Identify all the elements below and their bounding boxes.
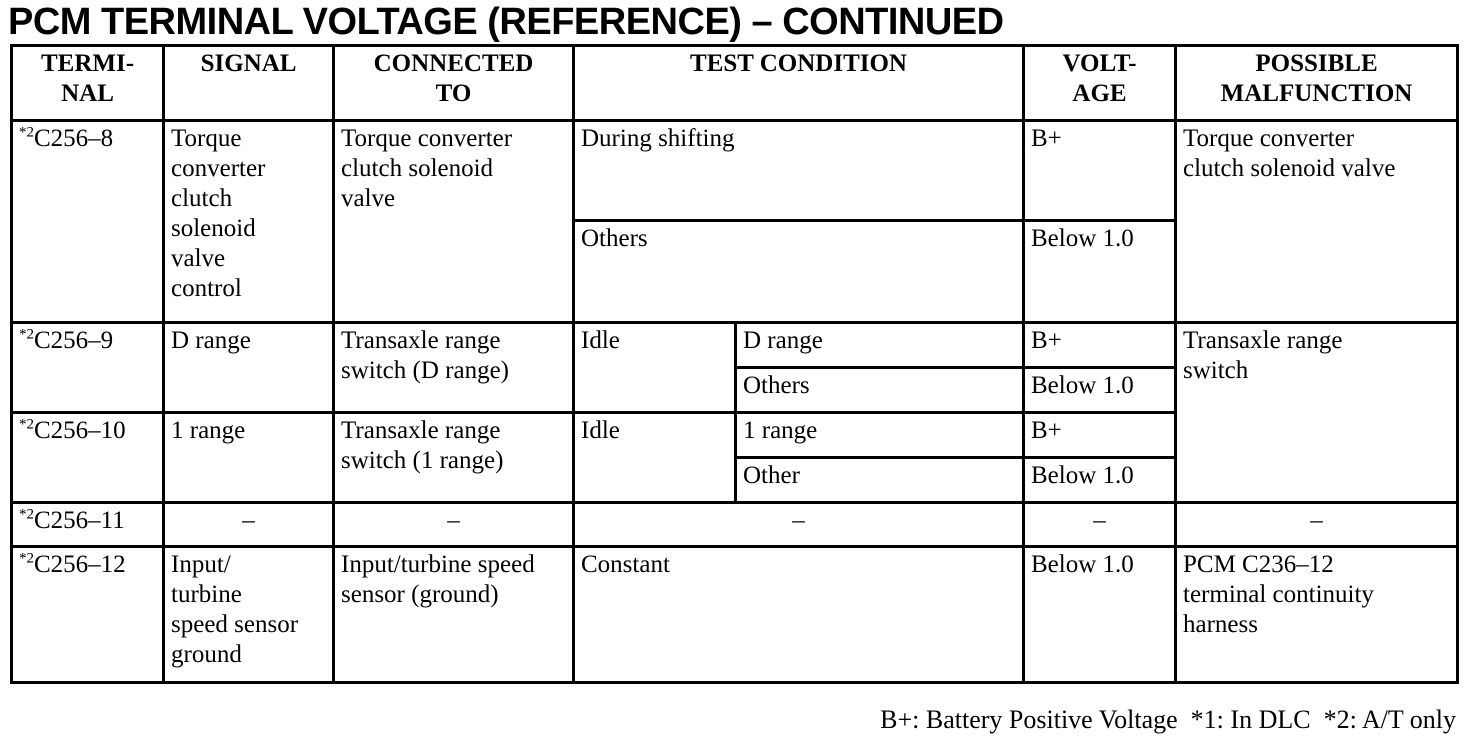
signal-cell: Input/ turbine speed sensor ground — [164, 547, 334, 683]
terminal-cell: $^{*2}$C256–10 — [12, 413, 164, 503]
terminal-cell: $^{*2}$C256–12 — [12, 547, 164, 683]
signal-cell: Torque converter clutch solenoid valve control — [164, 121, 334, 323]
voltage-cell: B+ — [1024, 323, 1176, 368]
terminal-voltage-table — [10, 44, 1459, 684]
connected-to-cell: – — [334, 503, 574, 547]
table-row — [12, 503, 1458, 547]
voltage-cell: B+ — [1024, 121, 1176, 221]
terminal-cell: $^{*2}$C256–9 — [12, 323, 164, 413]
voltage-cell: Below 1.0 — [1024, 458, 1176, 503]
sub-condition-cell: D range — [736, 323, 1024, 368]
test-condition-cell: Idle — [574, 413, 736, 503]
malfunction-cell: Transaxle range switch — [1176, 323, 1458, 503]
connected-to-cell: Transaxle range switch (D range) — [334, 323, 574, 413]
sub-condition-cell: 1 range — [736, 413, 1024, 458]
malfunction-cell: PCM C236–12 terminal continuity harness — [1176, 547, 1458, 683]
terminal-cell: $^{*2}$C256–11 — [12, 503, 164, 547]
connected-to-cell: Input/turbine speed sensor (ground) — [334, 547, 574, 683]
terminal-cell: $^{*2}$C256–8 — [12, 121, 164, 323]
sub-condition-cell: Other — [736, 458, 1024, 503]
malfunction-cell: – — [1176, 503, 1458, 547]
malfunction-cell: Torque converter clutch solenoid valve — [1176, 121, 1458, 323]
connected-to-cell: Torque converter clutch solenoid valve — [334, 121, 574, 323]
voltage-cell: Below 1.0 — [1024, 547, 1176, 683]
page-title: PCM TERMINAL VOLTAGE (REFERENCE) – CONTINUED — [8, 1, 1004, 43]
header-test-condition: TEST CONDITION — [574, 46, 1024, 121]
header-connected-to: CONNECTED TO — [334, 46, 574, 121]
header-terminal: TERMI- NAL — [12, 46, 164, 121]
test-condition-cell: During shifting — [574, 121, 1024, 221]
test-condition-cell: Idle — [574, 323, 736, 413]
signal-cell: 1 range — [164, 413, 334, 503]
signal-cell: – — [164, 503, 334, 547]
connected-to-cell: Transaxle range switch (1 range) — [334, 413, 574, 503]
voltage-cell: Below 1.0 — [1024, 221, 1176, 323]
header-signal: SIGNAL — [164, 46, 334, 121]
header-possible-malfunction: POSSIBLE MALFUNCTION — [1176, 46, 1458, 121]
footnote-legend: B+: Battery Positive Voltage *1: In DLC *2: A/T only — [880, 705, 1456, 734]
voltage-cell: B+ — [1024, 413, 1176, 458]
table-row — [12, 547, 1458, 683]
voltage-cell: – — [1024, 503, 1176, 547]
test-condition-cell: Constant — [574, 547, 1024, 683]
header-row — [12, 46, 1458, 121]
header-voltage: VOLT- AGE — [1024, 46, 1176, 121]
test-condition-cell: Others — [574, 221, 1024, 323]
table-row — [12, 323, 1458, 368]
table-row — [12, 121, 1458, 221]
sub-condition-cell: Others — [736, 368, 1024, 413]
test-condition-cell: – — [574, 503, 1024, 547]
voltage-cell: Below 1.0 — [1024, 368, 1176, 413]
signal-cell: D range — [164, 323, 334, 413]
